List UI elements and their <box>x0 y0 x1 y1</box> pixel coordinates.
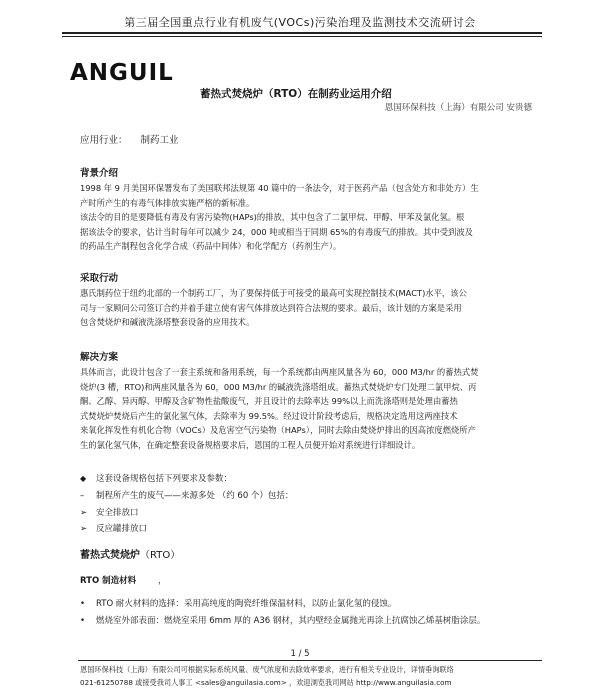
requirements-sub <box>80 489 293 501</box>
paragraph-line: 产时所产生的有毒气体排放实施严格的新标准。 <box>80 197 255 208</box>
dash-bullet-icon: – <box>80 491 85 501</box>
arrow-bullet-icon: ➢ <box>80 524 88 534</box>
rto-materials-comma: ， <box>158 576 167 586</box>
list-item <box>80 522 147 534</box>
paragraph-line: 烧炉(3 槽，RTO)和两座风量各为 60，000 M3/hr 的碱液洗涤塔组成。蓄热式焚烧炉专门处理二氯甲烷、丙 <box>80 381 477 392</box>
paragraph-line: 式焚烧炉焚烧后产生的氯化氢气体，去除率为 99.5%。经过设计阶段考虑后，规格决定选用这两座技术 <box>80 410 458 421</box>
author-line: 恩国环保科技（上海）有限公司 安贵德 <box>384 103 532 113</box>
rto-materials-label <box>80 574 167 586</box>
dot-bullet-icon: • <box>80 599 86 609</box>
paragraph-line: 司与一家顾问公司签订合约并着手建立使有害气体排放达到符合法规的要求。最后，该计划的方案是采用 <box>80 302 462 313</box>
anguil-logo: ANGUIL <box>70 60 174 86</box>
background-heading: 背景介绍 <box>80 168 119 179</box>
action-heading: 采取行动 <box>80 273 119 284</box>
background-paragraph <box>80 181 528 254</box>
industry-line <box>80 132 179 146</box>
footer-line-2: 021-61250788 或接受我司人事工 <sales@anguilasia.com> ，欢迎浏览我司网站 http://www.anguilasia.com <box>80 678 452 687</box>
arrow-bullet-icon: ➢ <box>80 508 88 518</box>
paragraph-line: 具体而言，此设计包含了一套主系统和备用系统，每一个系统都由两座风量各为 60，000 M3/hr 的蓄热式焚 <box>80 367 479 377</box>
list-item-text: RTO 耐火材料的选择：采用高纯度的陶瓷纤维保温材料，以防止氯化氢的侵蚀。 <box>96 599 397 609</box>
requirements-intro <box>80 472 232 484</box>
solution-paragraph <box>80 365 528 452</box>
rto-heading-paren: （RTO） <box>140 550 181 561</box>
rto-heading <box>80 546 180 561</box>
header-rule-thin <box>62 36 542 37</box>
paragraph-line: 1998 年 9 月美国环保署发布了美国联邦法规第 40 篇中的一条法令，对于医药产品（包含处方和非处方）生 <box>80 183 479 193</box>
paragraph-line: 来氧化挥发性有机化合物（VOCs）及危害空气污染物（HAPs），同时去除由焚烧炉排出的因高浓度燃烧所产 <box>80 425 476 435</box>
list-item-text: 燃烧室外部表面：燃烧室采用 6mm 厚的 A36 钢材，其内壁经金属抛光再涂上抗腐蚀乙烯基树脂涂层。 <box>96 616 486 626</box>
list-item-text: 反应罐排放口 <box>96 524 148 534</box>
paragraph-line: 的药品生产制程包含化学合成（药品中间体）和化学配方（药剂生产）。 <box>80 241 342 251</box>
rto-materials-text: RTO 制造材料 <box>80 576 137 586</box>
list-item <box>80 597 396 609</box>
paragraph-line: 酮、乙醇、异丙醇、甲醇及含矿物性盐酸废气，并且设计的去除率达 99%以上而洗涤塔则是处理由蓄热 <box>80 396 458 406</box>
conference-header: 第三届全国重点行业有机废气(VOCs)污染治理及监测技术交流研讨会 <box>124 16 476 29</box>
paragraph-line: 惠氏制药位于纽约北部的一个制药工厂，为了要保持低于可接受的最高可实现控制技术(MACT)水平，该公 <box>80 288 467 298</box>
dot-bullet-icon: • <box>80 616 86 626</box>
footer-line-1: 恩国环保科技（上海）有限公司可根据实际系统风量、废气浓度和去除效率要求，进行有相关专业设计，详情垂询联络 <box>80 665 454 674</box>
paragraph-line: 据该法令的要求，估计当时每年可以减少 24，000 吨或相当于同期 65%的有毒废气的排放。其中受到波及 <box>80 226 473 237</box>
list-item <box>80 506 139 518</box>
industry-label: 应用行业： <box>80 135 128 146</box>
page-number: 1 / 5 <box>290 649 310 659</box>
diamond-bullet-icon: ◆ <box>80 474 87 483</box>
requirements-sub-text: 制程所产生的废气——来源多处 （约 60 个）包括： <box>96 491 294 501</box>
rto-heading-text: 蓄热式焚烧炉 <box>80 550 140 561</box>
paragraph-line: 包含焚烧炉和碱液洗涤塔整套设备的应用技术。 <box>80 317 255 327</box>
industry-value: 制药工业 <box>140 135 179 146</box>
header-rule <box>62 32 542 34</box>
list-item-text: 安全排放口 <box>96 508 139 518</box>
requirements-intro-text: 这套设备规格包括下列要求及参数： <box>96 474 233 484</box>
solution-heading: 解决方案 <box>80 352 119 363</box>
paragraph-line: 该法令的目的是要降低有毒及有害污染物(HAPs)的排放，其中包含了二氯甲烷、甲醇、甲苯及氯化氢。根 <box>80 212 465 222</box>
paragraph-line: 生的氯化氢气体，在确定整套设备规格要求后，恩国的工程人员便开始对系统进行详细设计。 <box>80 439 421 450</box>
document-title: 蓄热式焚烧炉（RTO）在制药业运用介绍 <box>200 88 392 100</box>
list-item <box>80 614 485 626</box>
action-paragraph <box>80 286 528 330</box>
footer-rule <box>78 660 542 661</box>
